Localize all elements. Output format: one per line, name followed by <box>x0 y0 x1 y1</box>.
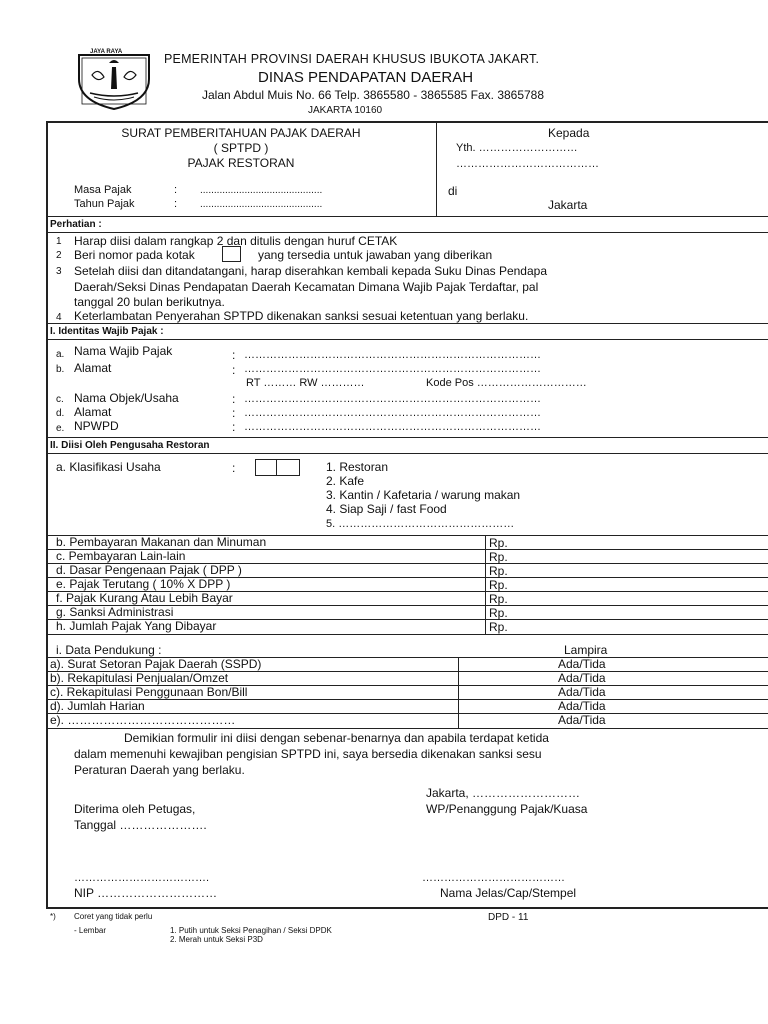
npwpd-label: NPWPD <box>74 419 119 433</box>
lembar-2: 2. Merah untuk Seksi P3D <box>170 935 263 944</box>
diterima-label: Diterima oleh Petugas, <box>74 802 196 816</box>
wp-signature-field[interactable]: ………………………………… <box>422 872 565 884</box>
data-pendukung-label: i. Data Pendukung : <box>56 643 162 657</box>
table-row: b. Pembayaran Makanan dan Minuman <box>56 535 267 549</box>
klasifikasi-label: a. Klasifikasi Usaha <box>56 460 161 474</box>
perhatian-item: Harap diisi dalam rangkap 2 dan ditulis dengan huruf CETAK <box>74 234 398 248</box>
table-row: e. Pajak Terutang ( 10% X DPP ) <box>56 577 231 591</box>
nip-field[interactable]: NIP ………………………… <box>74 886 218 900</box>
table-row[interactable]: e). …………………………………… <box>50 713 236 727</box>
status-field[interactable]: Ada/Tida <box>558 699 606 713</box>
divider <box>46 437 768 438</box>
tahun-pajak-field[interactable]: ............................................ <box>200 199 323 210</box>
frame-left <box>46 121 48 908</box>
header-city: JAKARTA 10160 <box>308 105 383 116</box>
jakarta-label: Jakarta <box>548 198 588 212</box>
title-divider <box>436 121 437 216</box>
row-letter: e. <box>56 423 65 434</box>
status-field[interactable]: Ada/Tida <box>558 657 606 671</box>
table-line <box>485 535 486 634</box>
table-row: d. Dasar Pengenaan Pajak ( DPP ) <box>56 563 242 577</box>
nama-objek-field[interactable]: ……………………………………………………………………… <box>244 393 541 405</box>
rp-field[interactable]: Rp. <box>489 592 508 606</box>
option-siap-saji: 4. Siap Saji / fast Food <box>326 502 447 516</box>
option-kafe: 2. Kafe <box>326 474 365 488</box>
rp-field[interactable]: Rp. <box>489 578 508 592</box>
divider <box>46 323 768 324</box>
rp-field[interactable]: Rp. <box>489 536 508 550</box>
table-row: d). Jumlah Harian <box>50 699 145 713</box>
yth-field[interactable]: Yth. ……………………… <box>456 142 578 154</box>
option-lainnya[interactable]: 5. ………………………………………… <box>326 518 515 530</box>
rt-rw-field[interactable]: RT ……… RW ………… <box>246 377 365 389</box>
section2-heading: II. Diisi Oleh Pengusaha Restoran <box>50 440 210 451</box>
row-letter: c. <box>56 394 64 405</box>
kepada-label: Kepada <box>548 126 590 140</box>
colon: : <box>232 363 236 377</box>
table-line <box>458 657 459 728</box>
option-restoran: 1. Restoran <box>326 460 389 474</box>
alamat-objek-label: Alamat <box>74 405 112 419</box>
option-kantin: 3. Kantin / Kafetaria / warung makan <box>326 488 521 502</box>
divider <box>46 216 768 217</box>
divider <box>46 232 768 233</box>
rp-field[interactable]: Rp. <box>489 550 508 564</box>
list-number: 4 <box>56 312 62 323</box>
divider <box>46 339 768 340</box>
colon: : <box>232 461 236 475</box>
status-field[interactable]: Ada/Tida <box>558 671 606 685</box>
masa-pajak-label: Masa Pajak <box>74 184 132 196</box>
form-title: SURAT PEMBERITAHUAN PAJAK DAERAH <box>121 126 361 140</box>
header-address: Jalan Abdul Muis No. 66 Telp. 3865580 - 3865585 Fax. 3865788 <box>202 88 545 102</box>
header-agency: DINAS PENDAPATAN DAERAH <box>258 69 474 86</box>
kode-pos-field[interactable]: Kode Pos ………………………… <box>426 377 587 389</box>
alamat-label: Alamat <box>74 361 112 375</box>
perhatian-heading: Perhatian : <box>50 219 102 230</box>
example-box <box>222 246 241 262</box>
header-government: PEMERINTAH PROVINSI DAERAH KHUSUS IBUKOTA JAKART. <box>164 52 540 66</box>
klasifikasi-box-2[interactable] <box>276 459 300 476</box>
declaration-line-2: dalam memenuhi kewajiban pengisian SPTPD ini, saya bersedia dikenakan sanksi sesu <box>74 747 542 761</box>
colon: : <box>232 406 236 420</box>
table-row: c). Rekapitulasi Penggunaan Bon/Bill <box>50 685 248 699</box>
perhatian-item: Keterlambatan Penyerahan SPTPD dikenakan sanksi sesuai ketentuan yang berlaku. <box>74 309 529 323</box>
row-letter: d. <box>56 408 65 419</box>
form-code: DPD - 11 <box>488 912 529 923</box>
table-row: a). Surat Setoran Pajak Daerah (SSPD) <box>50 657 262 671</box>
colon: : <box>232 420 236 434</box>
nama-objek-label: Nama Objek/Usaha <box>74 391 179 405</box>
section1-heading: I. Identitas Wajib Pajak : <box>50 326 164 337</box>
status-field[interactable]: Ada/Tida <box>558 685 606 699</box>
declaration-line-3: Peraturan Daerah yang berlaku. <box>74 763 245 777</box>
lembar-1: 1. Putih untuk Seksi Penagihan / Seksi DPDK <box>170 926 332 935</box>
rp-field[interactable]: Rp. <box>489 564 508 578</box>
form-subtitle: ( SPTPD ) <box>213 141 269 155</box>
list-number: 3 <box>56 266 62 277</box>
status-field[interactable]: Ada/Tida <box>558 713 606 727</box>
petugas-signature-field[interactable]: ………………………………. <box>74 872 210 884</box>
npwpd-field[interactable]: ……………………………………………………………………… <box>244 421 541 433</box>
table-row: f. Pajak Kurang Atau Lebih Bayar <box>56 591 233 605</box>
table-row: b). Rekapitulasi Penjualan/Omzet <box>50 671 229 685</box>
colon: : <box>174 184 178 196</box>
wp-label: WP/Penanggung Pajak/Kuasa <box>426 802 588 816</box>
frame-top <box>46 121 768 123</box>
lembar-label: - Lembar <box>74 926 107 935</box>
table-line <box>46 728 768 729</box>
colon: : <box>232 392 236 406</box>
colon: : <box>232 348 236 362</box>
jaya-raya-emblem-icon <box>76 49 152 111</box>
lampiran-label: Lampira <box>564 643 608 657</box>
footnote-coret: Coret yang tidak perlu <box>74 912 153 921</box>
row-letter: b. <box>56 364 65 375</box>
form-tax-type: PAJAK RESTORAN <box>187 156 295 170</box>
table-row: c. Pembayaran Lain-lain <box>56 549 186 563</box>
table-row: h. Jumlah Pajak Yang Dibayar <box>56 619 217 633</box>
alamat-field[interactable]: ……………………………………………………………………… <box>244 363 541 375</box>
masa-pajak-field[interactable]: ............................................ <box>200 185 323 196</box>
perhatian-item: yang tersedia untuk jawaban yang diberikan <box>258 248 493 262</box>
nama-jelas-label: Nama Jelas/Cap/Stempel <box>440 886 577 900</box>
perhatian-item: Setelah diisi dan ditandatangani, harap diserahkan kembali kepada Suku Dinas Pendapa <box>74 264 547 278</box>
nama-wajib-pajak-field[interactable]: ……………………………………………………………………… <box>244 349 541 361</box>
perhatian-item: Beri nomor pada kotak <box>74 248 195 262</box>
recipient-field[interactable]: ………………………………… <box>456 158 599 170</box>
table-line <box>46 634 768 635</box>
tahun-pajak-label: Tahun Pajak <box>74 198 135 210</box>
row-letter: a. <box>56 349 65 360</box>
alamat-objek-field[interactable]: ……………………………………………………………………… <box>244 407 541 419</box>
klasifikasi-box-1[interactable] <box>255 459 277 476</box>
table-line <box>46 699 768 700</box>
rp-field[interactable]: Rp. <box>489 606 508 620</box>
di-label: di <box>448 184 458 198</box>
logo-text: JAYA RAYA <box>90 49 123 55</box>
tanggal-field[interactable]: Tanggal …………………. <box>74 818 207 832</box>
list-number: 2 <box>56 250 62 261</box>
footnote-star: *) <box>50 912 56 921</box>
divider <box>46 453 768 454</box>
rp-field[interactable]: Rp. <box>489 620 508 634</box>
table-row: g. Sanksi Administrasi <box>56 605 174 619</box>
logo <box>76 49 152 111</box>
nama-wajib-pajak-label: Nama Wajib Pajak <box>74 344 173 358</box>
declaration-line-1: Demikian formulir ini diisi dengan sebenar-benarnya dan apabila terdapat ketida <box>124 731 549 745</box>
perhatian-item: Daerah/Seksi Dinas Pendapatan Daerah Kecamatan Dimana Wajib Pajak Terdaftar, pal <box>74 280 539 294</box>
jakarta-date-field[interactable]: Jakarta, ……………………… <box>426 786 581 800</box>
list-number: 1 <box>56 236 62 247</box>
footer-divider <box>46 907 768 909</box>
colon: : <box>174 198 178 210</box>
perhatian-item: tanggal 20 bulan berikutnya. <box>74 295 225 309</box>
